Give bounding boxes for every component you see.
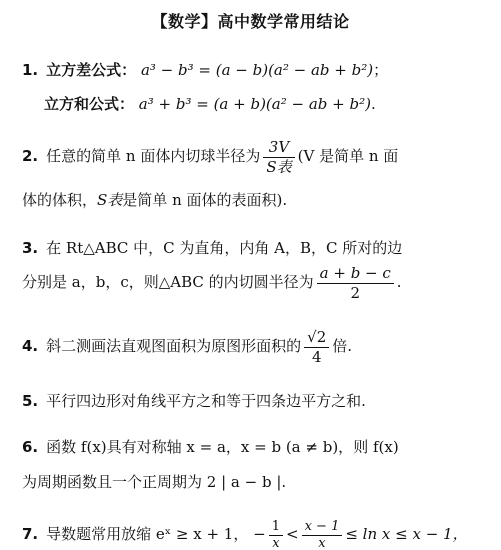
item-7-fraction-2-numerator: x − 1 bbox=[302, 519, 343, 536]
item-1-line-a bbox=[22, 60, 388, 80]
item-7-fraction-1 bbox=[269, 519, 283, 550]
item-2-line-a bbox=[22, 136, 398, 177]
item-2-line-b bbox=[22, 190, 287, 210]
item-2-text-b: (V 是简单 n 面 bbox=[297, 147, 399, 165]
item-4-line bbox=[22, 326, 352, 367]
item-3-fraction-numerator: a + b − c bbox=[317, 264, 394, 284]
item-3-number: 3. bbox=[22, 239, 39, 257]
item-3-text-a: 在 Rt△ABC 中，C 为直角，内角 A，B，C 所对的边 bbox=[46, 239, 403, 257]
item-4-fraction-numerator: √2 bbox=[304, 328, 329, 348]
item-2-fraction-denominator: S表 bbox=[266, 157, 292, 176]
item-1-number: 1. bbox=[22, 61, 39, 79]
item-2-text-c: 体的体积， bbox=[22, 191, 98, 209]
item-2-number: 2. bbox=[22, 147, 39, 165]
item-4-tail: 倍. bbox=[332, 337, 353, 355]
item-3-fraction-denominator: 2 bbox=[350, 283, 360, 302]
item-5-number: 5. bbox=[22, 392, 39, 410]
item-3-text-b: 分别是 a，b，c，则△ABC 的内切圆半径为 bbox=[22, 273, 314, 291]
page-title: 【数学】高中数学常用结论 bbox=[151, 12, 350, 31]
item-7-fraction-2-denominator: x bbox=[318, 535, 326, 550]
item-3-line-b bbox=[22, 262, 402, 303]
item-5-line bbox=[22, 391, 366, 411]
item-2-fraction-numerator: 3V bbox=[263, 138, 294, 158]
item-2-text-d: 是简单 n 面体的表面积). bbox=[122, 191, 288, 209]
item-6-number: 6. bbox=[22, 438, 39, 456]
item-7-less-than: < bbox=[286, 525, 299, 543]
item-3-fraction bbox=[317, 264, 394, 303]
item-6-line-a bbox=[22, 437, 399, 457]
item-1-formula-a: a³ − b³ = (a − b)(a² − ab + b²) bbox=[140, 61, 374, 79]
item-7-number: 7. bbox=[22, 525, 39, 543]
item-4-fraction bbox=[304, 328, 329, 367]
item-7-fraction-2 bbox=[302, 519, 343, 550]
item-7-fraction-1-numerator: 1 bbox=[269, 519, 283, 536]
item-1-tail-a: ； bbox=[373, 61, 389, 79]
item-7-text-b: ≤ ln x ≤ x − 1， bbox=[345, 525, 468, 543]
item-7-fraction-1-denominator: x bbox=[272, 535, 280, 550]
item-4-text-a: 斜二测画法直观图面积为原图形面积的 bbox=[46, 337, 302, 355]
item-3-tail: . bbox=[396, 273, 402, 291]
item-7-minus: − bbox=[253, 525, 266, 543]
item-2-surface-symbol: S表 bbox=[97, 191, 123, 209]
item-6-text-b: 为周期函数且一个正周期为 2 | a − b |. bbox=[22, 473, 287, 491]
item-4-number: 4. bbox=[22, 337, 39, 355]
item-2-fraction bbox=[263, 138, 294, 177]
item-7-line bbox=[22, 514, 468, 550]
item-6-line-b bbox=[22, 472, 286, 492]
item-4-fraction-denominator: 4 bbox=[311, 347, 322, 366]
item-1-label-b: 立方和公式： bbox=[44, 95, 135, 113]
item-6-text-a: 函数 f(x)具有对称轴 x = a，x = b (a ≠ b)，则 f(x) bbox=[46, 438, 399, 456]
item-1-line-b bbox=[44, 94, 376, 114]
item-1-formula-b: a³ + b³ = (a + b)(a² − ab + b²) bbox=[138, 95, 371, 113]
item-1-tail-b: . bbox=[370, 95, 376, 113]
item-5-text: 平行四边形对角线平方之和等于四条边平方之和. bbox=[46, 392, 366, 410]
item-1-label-a: 立方差公式： bbox=[46, 61, 137, 79]
item-3-line-a bbox=[22, 238, 402, 258]
item-7-text-a: 导数题常用放缩 eˣ ≥ x + 1， bbox=[46, 525, 249, 543]
item-2-text-a: 任意的简单 n 面体内切球半径为 bbox=[46, 147, 261, 165]
